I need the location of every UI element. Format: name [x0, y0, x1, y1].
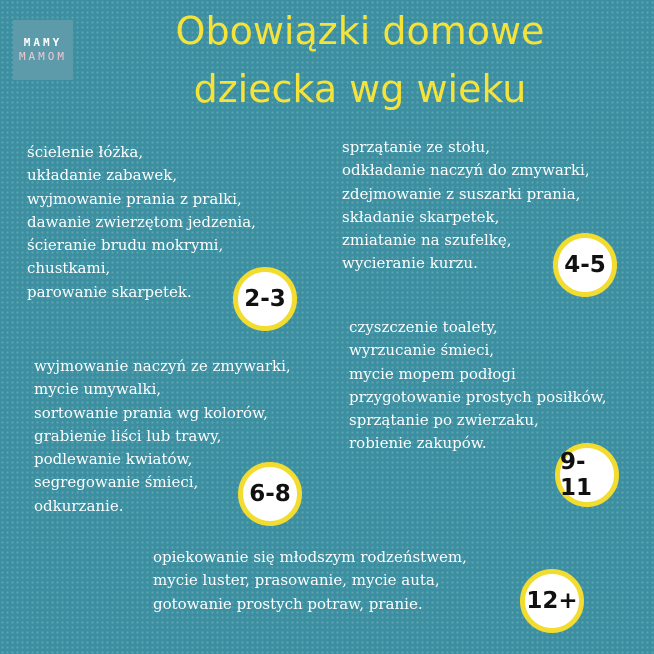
- list-item: wyrzucanie śmieci,: [349, 341, 495, 360]
- list-item: grabienie liści lub trawy,: [34, 426, 222, 445]
- list-item: składanie skarpetek,: [342, 207, 500, 226]
- list-item: robienie zakupów.: [349, 434, 487, 453]
- list-item: gotowanie prostych potraw, pranie.: [153, 594, 423, 613]
- list-item: zdejmowanie z suszarki prania,: [342, 184, 581, 203]
- list-item: ścielenie łóżka,: [27, 143, 144, 161]
- list-item: wyjmowanie naczyń ze zmywarki,: [34, 357, 291, 375]
- logo-line-1: MAMY: [23, 36, 63, 49]
- page-title: [90, 2, 630, 118]
- list-item: odkładanie naczyń do zmywarki,: [342, 161, 590, 180]
- age-badge-2-3: 2-3: [233, 267, 297, 331]
- title-line-1: Obowiązki domowe: [175, 9, 545, 53]
- chores-list-4-5: [342, 136, 590, 276]
- chores-list-12-plus: [153, 546, 467, 616]
- list-item: odkurzanie.: [34, 496, 124, 515]
- list-item: układanie zabawek,: [27, 166, 178, 185]
- list-item: zmiatanie na szufelkę,: [342, 231, 512, 250]
- list-item: sprzątanie ze stołu,: [342, 138, 490, 156]
- list-item: wyjmowanie prania z pralki,: [27, 189, 242, 208]
- list-item: sprzątanie po zwierzaku,: [349, 411, 539, 430]
- list-item: ścieranie brudu mokrymi,: [27, 236, 224, 255]
- list-item: mycie umywalki,: [34, 380, 162, 399]
- list-item: podlewanie kwiatów,: [34, 450, 193, 469]
- list-item: segregowanie śmieci,: [34, 473, 199, 492]
- list-item: mycie luster, prasowanie, mycie auta,: [153, 571, 440, 590]
- list-item: czyszczenie toalety,: [349, 318, 498, 336]
- age-badge-12-plus: 12+: [520, 569, 584, 633]
- list-item: mycie mopem podłogi: [349, 364, 516, 383]
- age-badge-9-11: 9-11: [555, 443, 619, 507]
- age-badge-6-8: 6-8: [238, 462, 302, 526]
- logo: [13, 20, 73, 80]
- title-line-2: dziecka wg wieku: [193, 67, 527, 111]
- list-item: parowanie skarpetek.: [27, 282, 192, 301]
- list-item: chustkami,: [27, 259, 111, 278]
- chores-list-9-11: [349, 316, 607, 456]
- age-badge-4-5: 4-5: [553, 233, 617, 297]
- list-item: sortowanie prania wg kolorów,: [34, 403, 268, 422]
- list-item: przygotowanie prostych posiłków,: [349, 387, 607, 406]
- chores-list-2-3: [27, 141, 256, 304]
- logo-line-2: MAMOM: [18, 50, 68, 63]
- list-item: opiekowanie się młodszym rodzeństwem,: [153, 548, 467, 566]
- list-item: wycieranie kurzu.: [342, 254, 478, 273]
- list-item: dawanie zwierzętom jedzenia,: [27, 212, 256, 231]
